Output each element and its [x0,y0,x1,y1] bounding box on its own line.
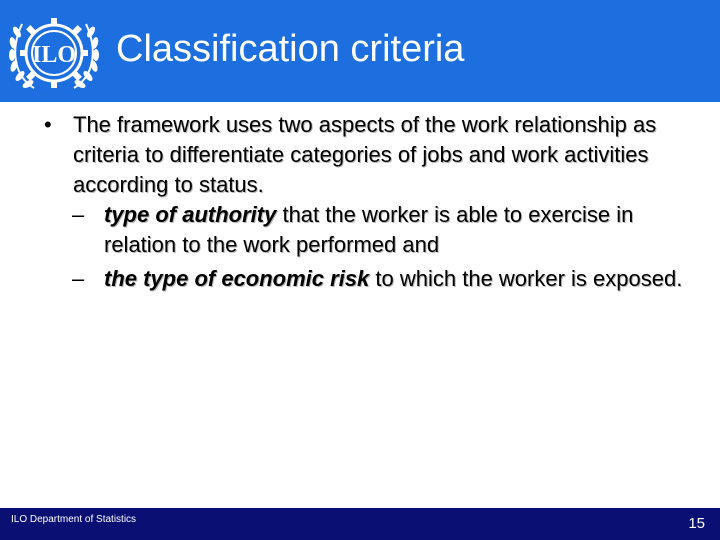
ilo-logo [4,10,104,94]
page-number: 15 [688,515,705,532]
dash-icon: – [72,202,85,227]
sub-bullet-text [104,264,704,294]
slide-header [0,0,720,102]
ilo-logo-text: ILO [31,42,77,68]
sub-bullet-rest: to which the worker is exposed. [369,266,683,291]
sub-bullet-emphasis: type of authority [104,202,277,227]
sub-bullet-rest: that the worker is able to exercise in relation to the work performed and [104,202,634,257]
footer-department: ILO Department of Statistics [11,514,137,525]
sub-bullet-emphasis: the type of economic risk [104,266,370,291]
slide-title: Classification criteria [116,28,465,70]
slide-footer [0,508,720,540]
bullet-text: The framework uses two aspects of the work relationship as criteria to differentiate categories of jobs and work activities according to status. [73,112,657,197]
dash-icon: – [72,266,85,291]
sub-bullet-text [104,200,704,260]
bullet-icon: • [44,112,52,137]
